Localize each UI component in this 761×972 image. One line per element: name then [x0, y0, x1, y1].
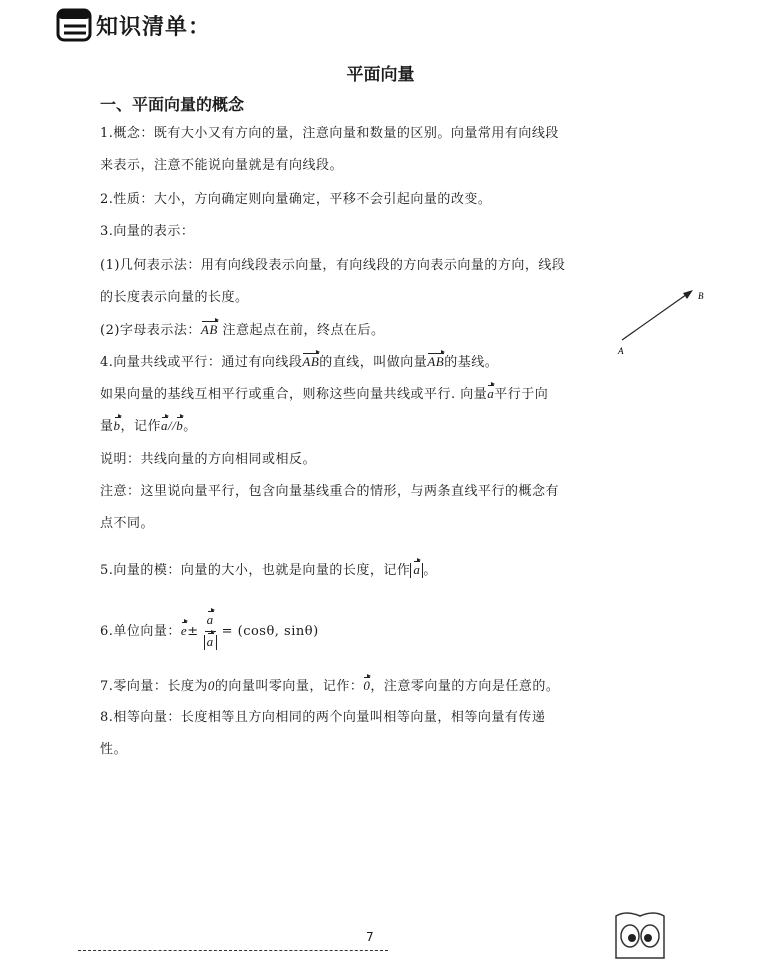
vector-a: a [207, 610, 214, 630]
paragraph-property: 2.性质：大小，方向确定则向量确定，平移不会引起向量的改变。 [100, 192, 492, 207]
text-segment: ，记作 [120, 419, 162, 434]
unit-vector-rhs: = (cosθ, sinθ) [221, 624, 319, 639]
fraction-denominator [202, 632, 219, 653]
zero-number: 0 [207, 678, 215, 693]
paragraph-caution-line2: 点不同。 [100, 516, 155, 531]
vector-a: a [207, 632, 214, 652]
paragraph-equal-vector-line1: 8.相等向量：长度相等且方向相同的两个向量叫相等向量，相等向量有传递 [100, 710, 546, 725]
vector-b: b [114, 416, 121, 436]
vector-ab: AB [302, 352, 319, 372]
vector-ab: AB [427, 352, 444, 372]
vector-arrow-line [622, 292, 690, 340]
text-segment: 7.零向量：长度为 [100, 679, 208, 694]
point-a-label: A [618, 346, 624, 356]
fraction [202, 610, 219, 653]
point-b-label: B [698, 291, 704, 301]
text-segment: 如果向量的基线互相平行或重合，则称这些向量共线或平行. 向量 [100, 387, 488, 402]
text-segment: 的向量叫零向量，记作： [214, 679, 364, 694]
paragraph-parallel-line1 [100, 384, 548, 405]
paragraph-concept-line1: 1.概念：既有大小又有方向的量，注意向量和数量的区别。向量常用有向线段 [100, 126, 559, 141]
vector-arrowhead [683, 290, 693, 299]
page-number: 7 [366, 930, 374, 944]
text-segment: 5.向量的模：向量的大小，也就是向量的长度，记作 [100, 563, 411, 578]
header [56, 8, 211, 42]
section-heading: 一、平面向量的概念 [100, 95, 245, 114]
paragraph-collinear [100, 352, 498, 373]
paragraph-caution-line1: 注意：这里说向量平行，包含向量基线重合的情形，与两条直线平行的概念有 [100, 484, 560, 499]
fraction-numerator [205, 610, 216, 632]
paragraph-geometric-line1: (1)几何表示法：用有向线段表示向量，有向线段的方向表示向量的方向，线段 [100, 258, 566, 273]
paragraph-magnitude [100, 560, 437, 581]
text-segment: 的基线。 [444, 355, 499, 370]
text-segment: 。 [423, 563, 437, 578]
paragraph-representation: 3.向量的表示： [100, 224, 195, 239]
vector-e: e [181, 621, 187, 641]
header-title: 知识清单： [96, 14, 212, 40]
paragraph-parallel-line2 [100, 416, 197, 437]
text-segment: ，注意零向量的方向是任意的。 [370, 679, 560, 694]
paragraph-concept-line2: 来表示，注意不能说向量就是有向线段。 [100, 158, 344, 173]
zero-vector: 0 [363, 676, 370, 696]
text-segment: 。 [183, 419, 197, 434]
footer-divider [78, 950, 388, 951]
paragraph-zero-vector [100, 676, 559, 697]
page-title: 平面向量 [346, 65, 415, 85]
paragraph-unit-vector [100, 610, 319, 653]
vector-diagram [610, 284, 720, 368]
text-segment: 注意起点在前，终点在后。 [217, 323, 385, 338]
parallel-symbol: // [168, 418, 177, 433]
vector-ab: AB [201, 320, 218, 340]
paragraph-equal-vector-line2: 性。 [100, 742, 128, 757]
text-segment: 的直线，叫做向量 [319, 355, 428, 370]
paragraph-geometric-line2: 的长度表示向量的长度。 [100, 290, 249, 305]
text-segment: 4.向量共线或平行：通过有向线段 [100, 355, 303, 370]
text-segment: 平行于向 [494, 387, 549, 402]
text-segment: 6.单位向量： [100, 624, 181, 639]
paragraph-note: 说明：共线向量的方向相同或相反。 [100, 452, 317, 467]
magnitude-expression [410, 563, 423, 578]
notebook-icon [56, 8, 92, 42]
magnitude-expression [204, 635, 217, 650]
cartoon-eyes-book-icon [612, 908, 668, 968]
paragraph-letter-notation [100, 320, 384, 341]
text-segment: (2)字母表示法： [100, 323, 201, 338]
vector-a: a [413, 560, 420, 580]
plus-minus-sign: ± [187, 624, 199, 639]
vector-b: b [176, 416, 183, 436]
vector-a: a [487, 384, 494, 404]
text-segment: 量 [100, 419, 114, 434]
vector-a: a [161, 416, 168, 436]
